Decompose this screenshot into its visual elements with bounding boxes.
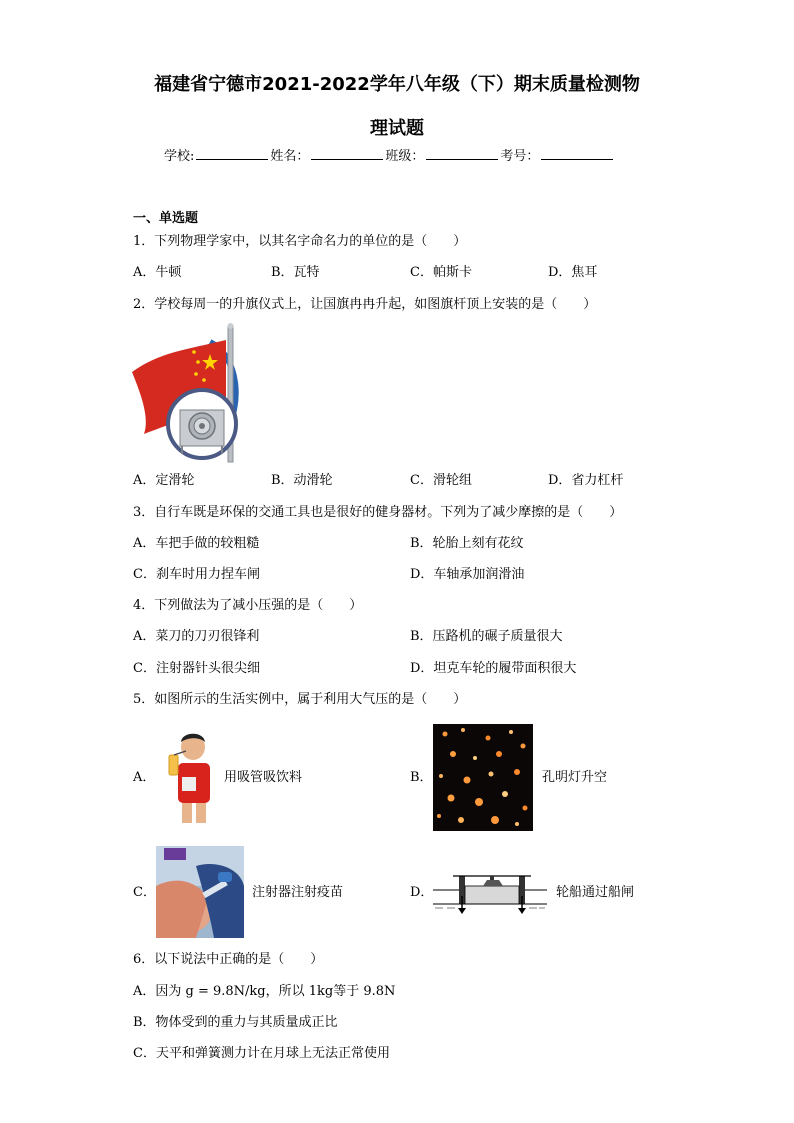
- q2-option-b: B．动滑轮: [271, 473, 333, 488]
- q3-option-d: D．车轴承加润滑油: [410, 567, 525, 582]
- exam-no-blank: [541, 147, 613, 160]
- q5-stem: 5．如图所示的生活实例中，属于利用大气压的是（ ）: [133, 692, 467, 707]
- q6-option-c: C．天平和弹簧测力计在月球上无法正常使用: [133, 1046, 390, 1061]
- q4-option-a: A．菜刀的刀刃很锋利: [133, 629, 260, 644]
- title-line-2: 理试题: [370, 118, 424, 139]
- q2-option-a: A．定滑轮: [133, 473, 195, 488]
- flag-pole-pulley-image: [130, 322, 246, 464]
- q3-stem: 3．自行车既是环保的交通工具也是很好的健身器材。下列为了减少摩擦的是（ ）: [133, 505, 623, 520]
- name-blank: [311, 147, 383, 160]
- sky-lanterns-image: [433, 724, 533, 831]
- q1-stem: 1．下列物理学家中，以其名字命名力的单位的是（ ）: [133, 234, 467, 249]
- school-blank: [196, 147, 268, 160]
- class-blank: [426, 147, 498, 160]
- q6-option-b: B．物体受到的重力与其质量成正比: [133, 1015, 338, 1030]
- exam-no-label: 考号：: [500, 149, 540, 164]
- q5-option-d-text: 轮船通过船闸: [556, 885, 635, 900]
- q5-option-d-letter: D．: [410, 885, 434, 900]
- q5-option-c-text: 注射器注射疫苗: [252, 885, 344, 900]
- boy-drinking-straw-image: [160, 727, 218, 825]
- ship-lock-diagram: [433, 870, 547, 914]
- q5-option-a-text: 用吸管吸饮料: [224, 770, 303, 785]
- q3-option-b: B．轮胎上刻有花纹: [410, 536, 524, 551]
- q2-stem: 2．学校每周一的升旗仪式上，让国旗冉冉升起，如图旗杆顶上安装的是（ ）: [133, 297, 597, 312]
- q4-option-d: D．坦克车轮的履带面积很大: [410, 661, 577, 676]
- q2-option-c: C．滑轮组: [410, 473, 472, 488]
- q5-option-c-letter: C．: [133, 885, 156, 900]
- title-line-1: 福建省宁德市2021-2022学年八年级（下）期末质量检测物: [154, 74, 640, 95]
- q4-option-b: B．压路机的碾子质量很大: [410, 629, 563, 644]
- q3-option-a: A．车把手做的较粗糙: [133, 536, 260, 551]
- vaccine-injection-image: [156, 846, 244, 938]
- q6-stem: 6．以下说法中正确的是（ ）: [133, 952, 324, 967]
- name-label: 姓名：: [270, 149, 310, 164]
- q5-option-b-text: 孔明灯升空: [542, 770, 608, 785]
- q1-option-b: B．瓦特: [271, 265, 320, 280]
- q5-option-a-letter: A．: [133, 770, 156, 785]
- q4-stem: 4．下列做法为了减小压强的是（ ）: [133, 598, 363, 613]
- q3-option-c: C．刹车时用力捏车闸: [133, 567, 260, 582]
- q5-option-b-letter: B．: [410, 770, 433, 785]
- q1-option-d: D．焦耳: [548, 265, 598, 280]
- q1-option-c: C．帕斯卡: [410, 265, 472, 280]
- q1-option-a: A．牛顿: [133, 265, 182, 280]
- student-info: [164, 145, 615, 164]
- class-label: 班级：: [385, 149, 425, 164]
- q4-option-c: C．注射器针头很尖细: [133, 661, 260, 676]
- q2-option-d: D．省力杠杆: [548, 473, 624, 488]
- section-heading: 一、单选题: [133, 211, 199, 226]
- school-label: 学校:: [164, 149, 195, 164]
- q6-option-a: A．因为 g = 9.8N/kg，所以 1kg等于 9.8N: [133, 984, 396, 999]
